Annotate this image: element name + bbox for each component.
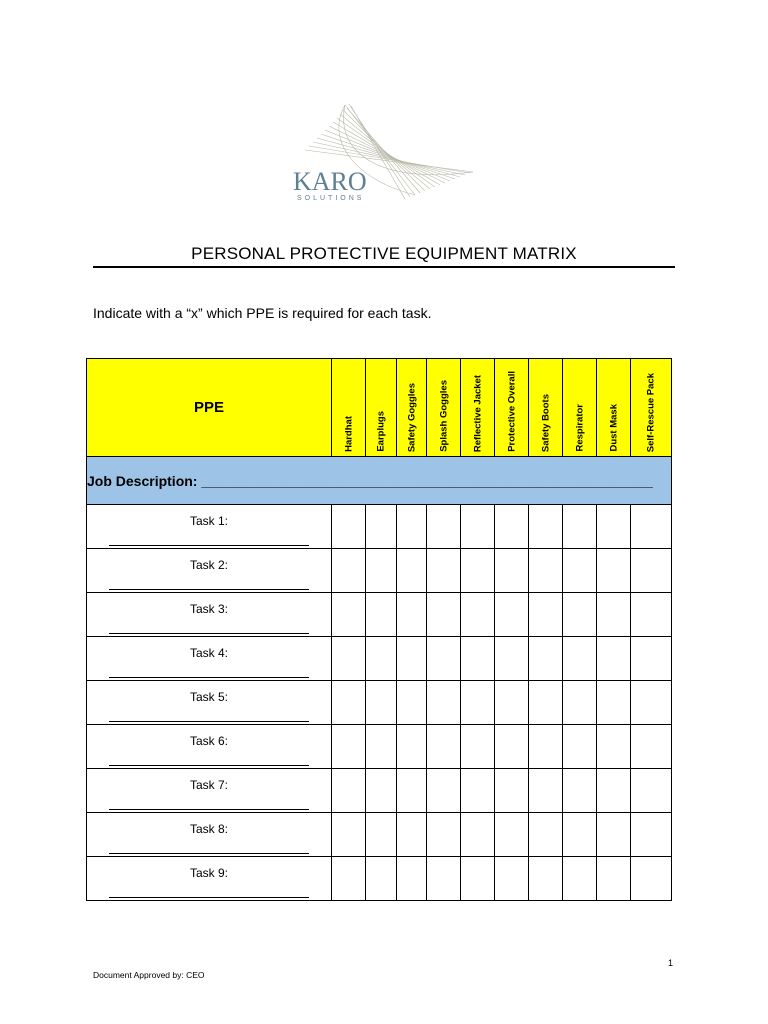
ppe-checkbox-cell[interactable] [366, 813, 397, 857]
ppe-checkbox-cell[interactable] [631, 725, 672, 769]
ppe-checkbox-cell[interactable] [597, 769, 631, 813]
job-description-field[interactable]: Job Description: __________________________________________________________ [87, 457, 672, 505]
task-row [87, 637, 672, 681]
task-row [87, 725, 672, 769]
ppe-checkbox-cell[interactable] [563, 549, 597, 593]
task-label: Task 4: [189, 646, 228, 660]
ppe-checkbox-cell[interactable] [529, 813, 563, 857]
ppe-checkbox-cell[interactable] [461, 549, 495, 593]
ppe-checkbox-cell[interactable] [631, 857, 672, 901]
task-row [87, 505, 672, 549]
task-cell [87, 681, 332, 725]
task-label: Task 9: [189, 866, 228, 880]
job-description-row [87, 457, 672, 505]
ppe-checkbox-cell[interactable] [631, 505, 672, 549]
ppe-checkbox-cell[interactable] [495, 637, 529, 681]
logo-brand-text: KARO [293, 167, 367, 196]
company-logo [285, 100, 485, 220]
ppe-checkbox-cell[interactable] [366, 505, 397, 549]
ppe-checkbox-cell[interactable] [461, 725, 495, 769]
column-header-label: Reflective Jacket [472, 374, 483, 452]
ppe-header-label: PPE [87, 359, 332, 457]
ppe-checkbox-cell[interactable] [597, 857, 631, 901]
column-header [427, 359, 461, 457]
ppe-checkbox-cell[interactable] [597, 549, 631, 593]
ppe-checkbox-cell[interactable] [366, 593, 397, 637]
ppe-checkbox-cell[interactable] [461, 813, 495, 857]
ppe-checkbox-cell[interactable] [427, 725, 461, 769]
ppe-checkbox-cell[interactable] [461, 769, 495, 813]
column-header-label: Protective Overall [506, 371, 517, 452]
task-cell [87, 505, 332, 549]
ppe-checkbox-cell[interactable] [332, 769, 366, 813]
ppe-checkbox-cell[interactable] [495, 725, 529, 769]
ppe-checkbox-cell[interactable] [597, 505, 631, 549]
ppe-checkbox-cell[interactable] [397, 637, 427, 681]
ppe-checkbox-cell[interactable] [427, 549, 461, 593]
ppe-checkbox-cell[interactable] [631, 593, 672, 637]
column-header-label: Respirator [574, 404, 585, 452]
ppe-checkbox-cell[interactable] [529, 505, 563, 549]
task-row [87, 813, 672, 857]
task-row [87, 857, 672, 901]
task-fill-line[interactable] [109, 633, 309, 634]
task-cell [87, 769, 332, 813]
column-header-label: Earplugs [375, 411, 387, 452]
task-label: Task 7: [189, 778, 228, 792]
column-header [397, 359, 427, 457]
ppe-checkbox-cell[interactable] [597, 637, 631, 681]
ppe-checkbox-cell[interactable] [332, 857, 366, 901]
ppe-checkbox-cell[interactable] [366, 725, 397, 769]
ppe-checkbox-cell[interactable] [495, 593, 529, 637]
ppe-checkbox-cell[interactable] [427, 857, 461, 901]
page-number: 1 [668, 958, 674, 968]
task-fill-line[interactable] [109, 853, 309, 854]
column-header [631, 359, 672, 457]
column-header [332, 359, 366, 457]
ppe-checkbox-cell[interactable] [563, 769, 597, 813]
ppe-checkbox-cell[interactable] [366, 857, 397, 901]
ppe-checkbox-cell[interactable] [495, 549, 529, 593]
column-header [461, 359, 495, 457]
column-header-label: Dust Mask [608, 404, 619, 452]
ppe-checkbox-cell[interactable] [529, 857, 563, 901]
ppe-checkbox-cell[interactable] [366, 681, 397, 725]
task-cell [87, 593, 332, 637]
task-label: Task 6: [189, 734, 228, 748]
ppe-checkbox-cell[interactable] [397, 813, 427, 857]
ppe-checkbox-cell[interactable] [563, 813, 597, 857]
ppe-checkbox-cell[interactable] [529, 549, 563, 593]
ppe-checkbox-cell[interactable] [366, 769, 397, 813]
ppe-checkbox-cell[interactable] [461, 681, 495, 725]
ppe-checkbox-cell[interactable] [495, 857, 529, 901]
column-header-label: Hardhat [343, 416, 354, 452]
instruction-text: Indicate with a “x” which PPE is required for each task. [93, 305, 432, 321]
ppe-checkbox-cell[interactable] [631, 813, 672, 857]
ppe-checkbox-cell[interactable] [332, 813, 366, 857]
ppe-checkbox-cell[interactable] [495, 769, 529, 813]
ppe-checkbox-cell[interactable] [332, 505, 366, 549]
task-fill-line[interactable] [109, 897, 309, 898]
task-fill-line[interactable] [109, 765, 309, 766]
task-row [87, 549, 672, 593]
ppe-checkbox-cell[interactable] [427, 769, 461, 813]
column-header [529, 359, 563, 457]
task-fill-line[interactable] [109, 545, 309, 546]
ppe-checkbox-cell[interactable] [397, 593, 427, 637]
task-fill-line[interactable] [109, 677, 309, 678]
task-row [87, 681, 672, 725]
ppe-checkbox-cell[interactable] [332, 725, 366, 769]
ppe-checkbox-cell[interactable] [397, 549, 427, 593]
ppe-checkbox-cell[interactable] [332, 549, 366, 593]
ppe-checkbox-cell[interactable] [597, 813, 631, 857]
ppe-checkbox-cell[interactable] [461, 593, 495, 637]
ppe-checkbox-cell[interactable] [427, 637, 461, 681]
column-header [495, 359, 529, 457]
ppe-checkbox-cell[interactable] [427, 681, 461, 725]
task-label: Task 2: [189, 558, 228, 572]
page-title: PERSONAL PROTECTIVE EQUIPMENT MATRIX [191, 244, 577, 263]
ppe-checkbox-cell[interactable] [563, 681, 597, 725]
ppe-checkbox-cell[interactable] [495, 505, 529, 549]
ppe-checkbox-cell[interactable] [397, 857, 427, 901]
ppe-checkbox-cell[interactable] [332, 593, 366, 637]
task-cell [87, 857, 332, 901]
ppe-checkbox-cell[interactable] [461, 505, 495, 549]
ppe-checkbox-cell[interactable] [495, 681, 529, 725]
ppe-checkbox-cell[interactable] [597, 681, 631, 725]
ppe-checkbox-cell[interactable] [631, 769, 672, 813]
column-header-label: Splash Goggles [438, 380, 449, 452]
ppe-checkbox-cell[interactable] [461, 637, 495, 681]
ppe-checkbox-cell[interactable] [461, 857, 495, 901]
ppe-checkbox-cell[interactable] [597, 725, 631, 769]
task-row [87, 593, 672, 637]
task-label: Task 3: [189, 602, 228, 616]
task-cell [87, 813, 332, 857]
ppe-checkbox-cell[interactable] [397, 769, 427, 813]
ppe-checkbox-cell[interactable] [563, 857, 597, 901]
ppe-checkbox-cell[interactable] [495, 813, 529, 857]
task-label: Task 1: [189, 514, 228, 528]
ppe-checkbox-cell[interactable] [397, 505, 427, 549]
task-cell [87, 637, 332, 681]
task-rows [87, 505, 672, 901]
ppe-checkbox-cell[interactable] [427, 813, 461, 857]
approval-note: Document Approved by: CEO [93, 970, 205, 980]
column-header-label: Self-Rescue Pack [645, 372, 657, 452]
ppe-header-row [87, 359, 672, 457]
logo-tagline-text: SOLUTIONS [297, 195, 365, 202]
ppe-checkbox-cell[interactable] [332, 637, 366, 681]
ppe-checkbox-cell[interactable] [529, 593, 563, 637]
column-header [563, 359, 597, 457]
ppe-checkbox-cell[interactable] [631, 681, 672, 725]
column-header [597, 359, 631, 457]
ppe-checkbox-cell[interactable] [563, 505, 597, 549]
ppe-checkbox-cell[interactable] [397, 725, 427, 769]
ppe-checkbox-cell[interactable] [529, 637, 563, 681]
ppe-checkbox-cell[interactable] [597, 593, 631, 637]
ppe-checkbox-cell[interactable] [529, 725, 563, 769]
task-cell [87, 549, 332, 593]
ppe-checkbox-cell[interactable] [563, 637, 597, 681]
task-cell [87, 725, 332, 769]
ppe-checkbox-cell[interactable] [427, 593, 461, 637]
ppe-checkbox-cell[interactable] [366, 637, 397, 681]
task-fill-line[interactable] [109, 721, 309, 722]
ppe-checkbox-cell[interactable] [332, 681, 366, 725]
task-fill-line[interactable] [109, 589, 309, 590]
title-underline [93, 266, 675, 268]
task-label: Task 5: [189, 690, 228, 704]
ppe-checkbox-cell[interactable] [529, 769, 563, 813]
column-header-label: Safety Goggles [406, 382, 417, 452]
ppe-checkbox-cell[interactable] [397, 681, 427, 725]
column-header [366, 359, 397, 457]
ppe-checkbox-cell[interactable] [427, 505, 461, 549]
task-label: Task 8: [189, 822, 228, 836]
ppe-checkbox-cell[interactable] [631, 637, 672, 681]
ppe-checkbox-cell[interactable] [563, 593, 597, 637]
ppe-checkbox-cell[interactable] [563, 725, 597, 769]
column-header-label: Safety Boots [540, 393, 551, 452]
ppe-checkbox-cell[interactable] [529, 681, 563, 725]
ppe-matrix-table [86, 358, 672, 901]
ppe-checkbox-cell[interactable] [366, 549, 397, 593]
ppe-checkbox-cell[interactable] [631, 549, 672, 593]
task-fill-line[interactable] [109, 809, 309, 810]
task-row [87, 769, 672, 813]
